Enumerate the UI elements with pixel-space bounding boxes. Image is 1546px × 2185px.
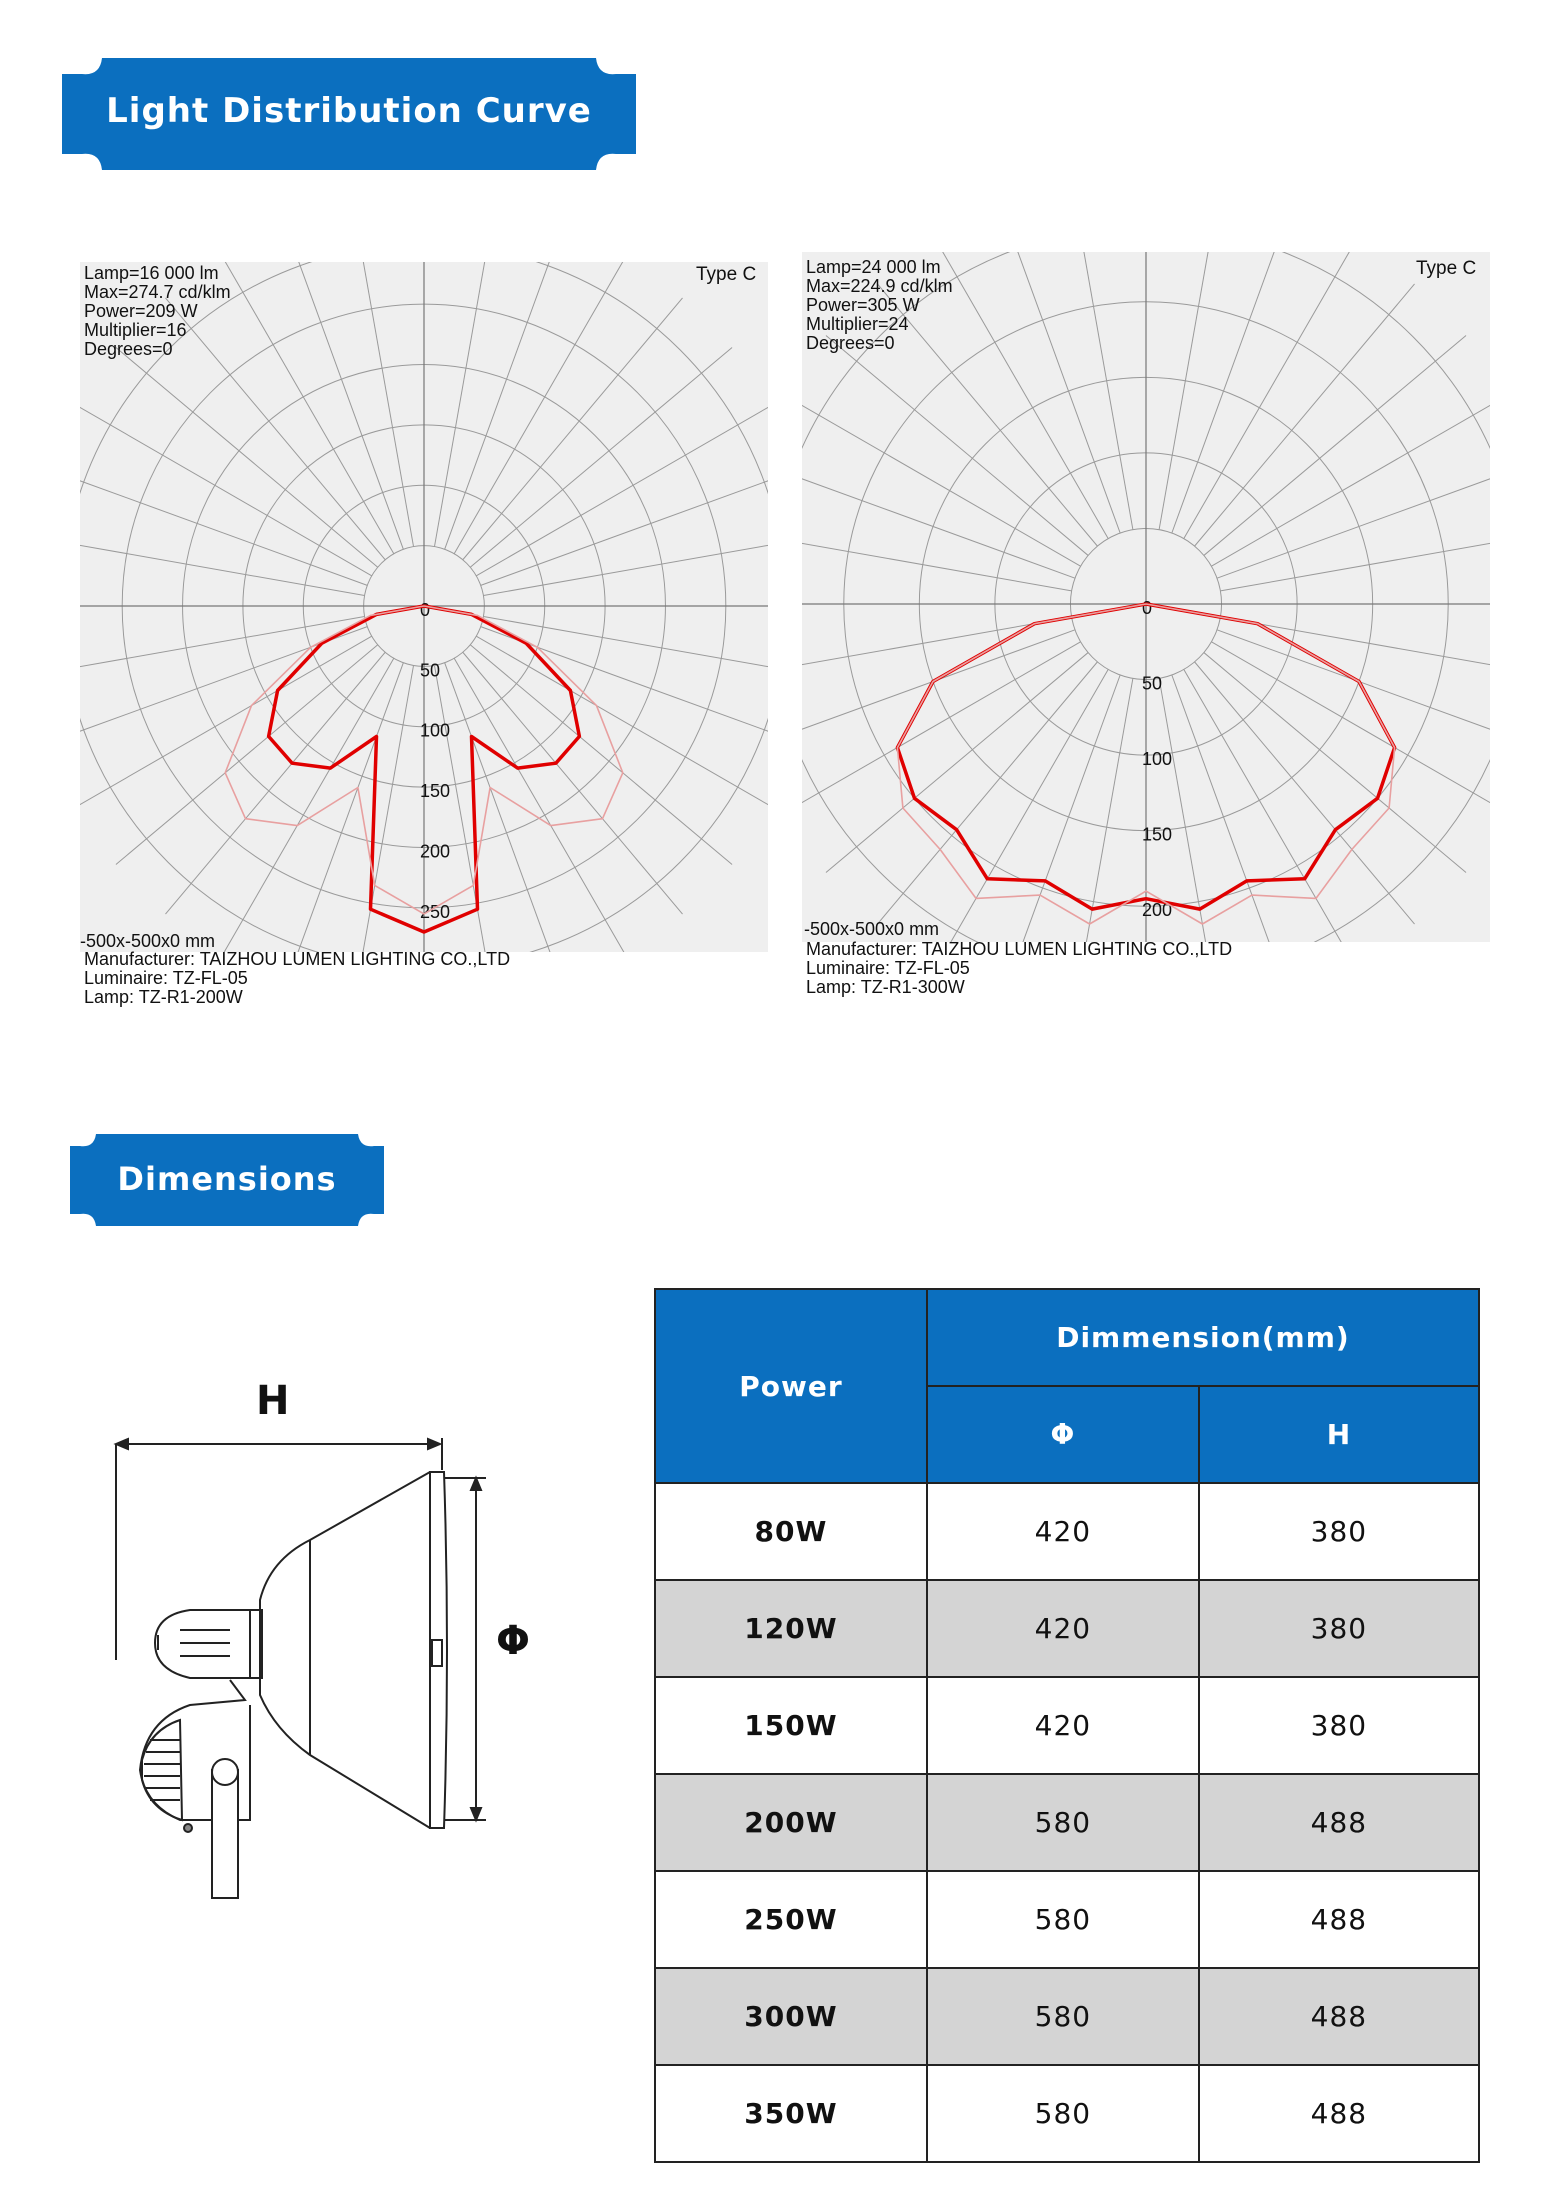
lamp-model: Lamp: TZ-R1-300W (806, 977, 965, 997)
cell-power: 120W (655, 1580, 927, 1677)
radial-tick-label: 50 (420, 660, 441, 681)
table-row (655, 1774, 1479, 1871)
radial-tick-label: 200 (420, 841, 451, 862)
info-max: Max=224.9 cd/klm (806, 276, 953, 296)
info-degrees: Degrees=0 (84, 339, 173, 359)
info-degrees: Degrees=0 (806, 333, 895, 353)
cell-h: 488 (1199, 1968, 1479, 2065)
cell-phi: 420 (927, 1677, 1199, 1774)
cell-power: 200W (655, 1774, 927, 1871)
grid-spoke (223, 262, 394, 554)
header-dimension: Dimmension(mm) (927, 1289, 1479, 1386)
dimensions-banner (70, 1134, 384, 1226)
cell-power: 250W (655, 1871, 927, 1968)
grid-spoke (802, 461, 1075, 578)
floodlight-drawing (100, 1360, 560, 1900)
polar-grid-1 (80, 262, 768, 952)
grid-spoke (802, 395, 1081, 566)
header-h: H (1199, 1386, 1479, 1483)
info-power: Power=209 W (84, 301, 198, 321)
info-lamp: Lamp=16 000 lm (84, 263, 219, 283)
info-max: Max=274.7 cd/klm (84, 282, 231, 302)
grid-spoke (1003, 252, 1120, 533)
grid-spoke (1003, 675, 1120, 942)
grid-spoke (1217, 630, 1490, 747)
table-row (655, 1871, 1479, 1968)
table-row (655, 1968, 1479, 2065)
polar-chart-2 (802, 252, 1490, 942)
radial-tick-label: 250 (420, 901, 451, 922)
radial-tick-label: 200 (1142, 900, 1173, 921)
radial-tick-label: 100 (1142, 749, 1173, 770)
grid-spoke (80, 636, 372, 807)
grid-spoke (80, 468, 367, 585)
header-phi: Φ (927, 1386, 1199, 1483)
cell-phi: 420 (927, 1483, 1199, 1580)
grid-spoke (802, 642, 1081, 813)
grid-spoke (1217, 461, 1490, 578)
grid-spoke (937, 252, 1108, 539)
grid-spoke (802, 531, 1072, 590)
grid-spoke (445, 262, 562, 549)
grid-spoke (1073, 252, 1132, 530)
grid-spoke (802, 630, 1075, 747)
info-lamp: Lamp=24 000 lm (806, 257, 941, 277)
cell-h: 380 (1199, 1580, 1479, 1677)
grid-spoke (286, 262, 403, 549)
grid-spoke (1172, 675, 1289, 942)
table-row (655, 1483, 1479, 1580)
grid-spoke (476, 636, 768, 807)
polar-grid-2 (802, 252, 1490, 942)
grid-spoke (1159, 252, 1218, 530)
radial-tick-label: 0 (1142, 598, 1153, 618)
dimension-h-label: H (256, 1378, 290, 1424)
grid-spoke (1211, 642, 1490, 813)
cell-h: 380 (1199, 1483, 1479, 1580)
manufacturer: Manufacturer: TAIZHOU LUMEN LIGHTING CO.,LTD (84, 949, 511, 969)
grid-spoke (476, 405, 768, 576)
grid-spoke (223, 658, 394, 952)
cell-phi: 580 (927, 1774, 1199, 1871)
table-row (655, 1677, 1479, 1774)
scale-label: -500x-500x0 mm (80, 931, 216, 951)
radial-tick-label: 150 (1142, 824, 1173, 845)
cell-power: 350W (655, 2065, 927, 2162)
chart-2-footer (806, 940, 1232, 997)
light-distribution-banner (62, 58, 636, 170)
grid-spoke (1220, 531, 1490, 590)
cell-phi: 580 (927, 1968, 1199, 2065)
radial-tick-label: 50 (1142, 673, 1163, 694)
radial-tick-label: 0 (420, 600, 431, 620)
chart-2-info (806, 258, 953, 353)
type-c-label: Type C (696, 264, 757, 285)
grid-spoke (354, 665, 413, 952)
dimension-phi-label: Φ (496, 1618, 531, 1664)
grid-spoke (80, 405, 372, 576)
grid-spoke (80, 627, 367, 744)
light-distribution-title: Light Distribution Curve (106, 91, 592, 131)
dimensions-title: Dimensions (117, 1160, 337, 1198)
manufacturer: Manufacturer: TAIZHOU LUMEN LIGHTING CO.,LTD (806, 939, 1233, 959)
header-power: Power (655, 1289, 927, 1483)
cell-h: 380 (1199, 1677, 1479, 1774)
table-row (655, 1580, 1479, 1677)
grid-spoke (454, 262, 625, 554)
luminaire: Luminaire: TZ-FL-05 (84, 968, 248, 988)
chart-1-info (84, 264, 231, 359)
cell-phi: 580 (927, 2065, 1199, 2162)
cell-h: 488 (1199, 2065, 1479, 2162)
chart-1-footer (84, 950, 510, 1007)
cell-power: 80W (655, 1483, 927, 1580)
info-multiplier: Multiplier=24 (806, 314, 909, 334)
grid-spoke (1172, 252, 1289, 533)
cell-power: 150W (655, 1677, 927, 1774)
info-power: Power=305 W (806, 295, 920, 315)
table-row (655, 2065, 1479, 2162)
scale-label: -500x-500x0 mm (804, 919, 940, 939)
polar-chart-1 (80, 262, 768, 952)
cell-h: 488 (1199, 1774, 1479, 1871)
cell-h: 488 (1199, 1871, 1479, 1968)
type-c-label: Type C (1416, 258, 1477, 279)
cell-phi: 420 (927, 1580, 1199, 1677)
radial-tick-label: 150 (420, 781, 451, 802)
cell-power: 300W (655, 1968, 927, 2065)
radial-tick-label: 100 (420, 720, 451, 741)
grid-spoke (454, 658, 625, 952)
grid-spoke (481, 627, 768, 744)
luminaire: Luminaire: TZ-FL-05 (806, 958, 970, 978)
lamp-model: Lamp: TZ-R1-200W (84, 987, 243, 1007)
dimension-table (654, 1288, 1480, 2163)
info-multiplier: Multiplier=16 (84, 320, 187, 340)
grid-spoke (1211, 395, 1490, 566)
grid-spoke (481, 468, 768, 585)
cell-phi: 580 (927, 1871, 1199, 1968)
grid-spoke (1184, 252, 1355, 539)
